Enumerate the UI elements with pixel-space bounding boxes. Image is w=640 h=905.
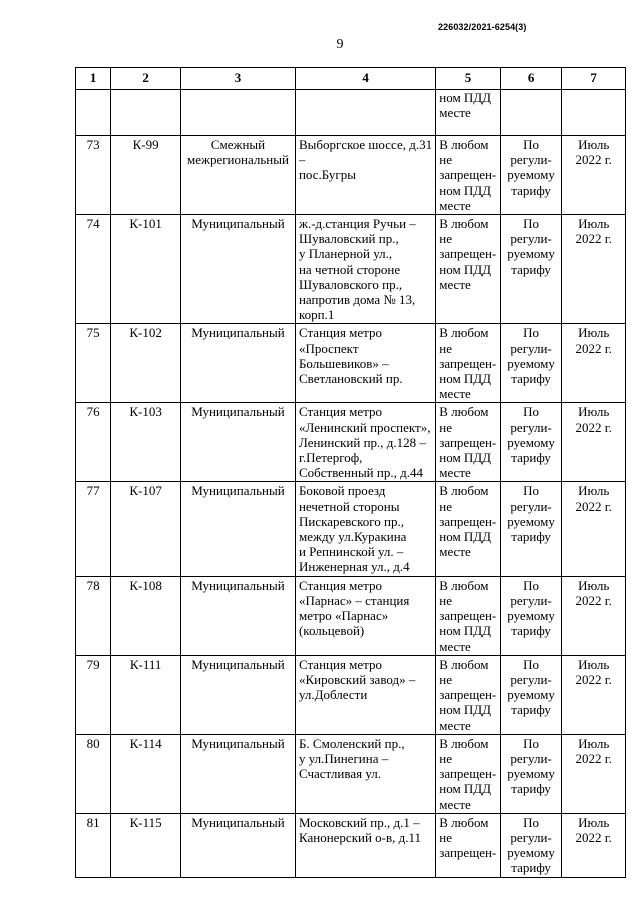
table-row — [76, 324, 626, 403]
tariff-cell: По регули- руемому тарифу — [500, 482, 562, 576]
row-number-cell: 76 — [76, 403, 111, 482]
table-cell — [111, 90, 181, 136]
row-number-cell: 81 — [76, 813, 111, 877]
route-type-cell: Муниципальный — [180, 655, 295, 734]
route-path-cell: Станция метро «Проспект Большевиков» – Светлановский пр. — [295, 324, 435, 403]
stop-rule-cell: В любом не запрещен- ном ПДД месте — [436, 403, 501, 482]
route-path-cell: Станция метро «Ленинский проспект», Ленинский пр., д.128 – г.Петергоф, Собственный пр., д.44 — [295, 403, 435, 482]
table-cell — [180, 90, 295, 136]
page-number: 9 — [336, 37, 344, 52]
stop-rule-cell: В любом не запрещен- — [436, 813, 501, 877]
table-row — [76, 403, 626, 482]
table-row — [76, 734, 626, 813]
table-row — [76, 655, 626, 734]
stop-rule-cell: В любом не запрещен- ном ПДД месте — [436, 655, 501, 734]
tariff-cell: По регули- руемому тарифу — [500, 403, 562, 482]
start-date-cell: Июль 2022 г. — [562, 655, 626, 734]
route-path-cell: Б. Смоленский пр., у ул.Пинегина – Счастливая ул. — [295, 734, 435, 813]
routes-table — [75, 67, 626, 878]
route-path-cell: ж.-д.станция Ручьи – Шуваловский пр., у Планерной ул., на четной стороне Шуваловского пр., напротив дома № 13, корп.1 — [295, 215, 435, 324]
route-type-cell: Муниципальный — [180, 482, 295, 576]
row-number-cell: 79 — [76, 655, 111, 734]
tariff-cell: По регули- руемому тарифу — [500, 576, 562, 655]
table-row — [76, 482, 626, 576]
table-cell — [295, 90, 435, 136]
start-date-cell: Июль 2022 г. — [562, 813, 626, 877]
route-type-cell: Муниципальный — [180, 215, 295, 324]
table-row — [76, 136, 626, 215]
start-date-cell: Июль 2022 г. — [562, 734, 626, 813]
column-header: 6 — [500, 68, 562, 90]
route-type-cell: Муниципальный — [180, 403, 295, 482]
route-code-cell: К-115 — [111, 813, 181, 877]
tariff-cell: По регули- руемому тарифу — [500, 215, 562, 324]
table-cell — [500, 90, 562, 136]
start-date-cell: Июль 2022 г. — [562, 136, 626, 215]
column-header: 3 — [180, 68, 295, 90]
route-type-cell: Смежный межрегиональный — [180, 136, 295, 215]
route-type-cell: Муниципальный — [180, 813, 295, 877]
column-header: 7 — [562, 68, 626, 90]
row-number-cell: 74 — [76, 215, 111, 324]
stop-rule-cell: В любом не запрещен- ном ПДД месте — [436, 136, 501, 215]
route-path-cell: Станция метро «Кировский завод» – ул.Доблести — [295, 655, 435, 734]
table-cell — [76, 90, 111, 136]
table-row — [76, 576, 626, 655]
stop-rule-cell: В любом не запрещен- ном ПДД месте — [436, 734, 501, 813]
start-date-cell: Июль 2022 г. — [562, 215, 626, 324]
route-code-cell: К-108 — [111, 576, 181, 655]
route-path-cell: Московский пр., д.1 – Канонерский о-в, д.11 — [295, 813, 435, 877]
stop-rule-cell: В любом не запрещен- ном ПДД месте — [436, 576, 501, 655]
tariff-cell: По регули- руемому тарифу — [500, 813, 562, 877]
route-code-cell: К-101 — [111, 215, 181, 324]
column-header: 1 — [76, 68, 111, 90]
start-date-cell: Июль 2022 г. — [562, 403, 626, 482]
route-code-cell: К-107 — [111, 482, 181, 576]
stop-rule-cell: В любом не запрещен- ном ПДД месте — [436, 324, 501, 403]
route-path-cell: Станция метро «Парнас» – станция метро «Парнас» (кольцевой) — [295, 576, 435, 655]
route-code-cell: К-99 — [111, 136, 181, 215]
row-number-cell: 78 — [76, 576, 111, 655]
route-type-cell: Муниципальный — [180, 734, 295, 813]
route-type-cell: Муниципальный — [180, 576, 295, 655]
row-number-cell: 75 — [76, 324, 111, 403]
row-number-cell: 80 — [76, 734, 111, 813]
route-path-cell: Выборгское шоссе, д.31 – пос.Бугры — [295, 136, 435, 215]
document-id: 226032/2021-6254(3) — [438, 22, 527, 32]
route-code-cell: К-114 — [111, 734, 181, 813]
stop-rule-cell: В любом не запрещен- ном ПДД месте — [436, 482, 501, 576]
start-date-cell: Июль 2022 г. — [562, 324, 626, 403]
table-cell — [562, 90, 626, 136]
route-code-cell: К-102 — [111, 324, 181, 403]
table-header-row — [76, 68, 626, 90]
route-code-cell: К-103 — [111, 403, 181, 482]
tariff-cell: По регули- руемому тарифу — [500, 655, 562, 734]
table-cell: ном ПДД месте — [436, 90, 501, 136]
row-number-cell: 73 — [76, 136, 111, 215]
start-date-cell: Июль 2022 г. — [562, 576, 626, 655]
start-date-cell: Июль 2022 г. — [562, 482, 626, 576]
table-row — [76, 813, 626, 877]
table-row — [76, 215, 626, 324]
continuation-row — [76, 90, 626, 136]
route-code-cell: К-111 — [111, 655, 181, 734]
tariff-cell: По регули- руемому тарифу — [500, 136, 562, 215]
row-number-cell: 77 — [76, 482, 111, 576]
tariff-cell: По регули- руемому тарифу — [500, 324, 562, 403]
column-header: 4 — [295, 68, 435, 90]
route-type-cell: Муниципальный — [180, 324, 295, 403]
tariff-cell: По регули- руемому тарифу — [500, 734, 562, 813]
column-header: 2 — [111, 68, 181, 90]
route-path-cell: Боковой проезд нечетной стороны Пискаревского пр., между ул.Куракина и Репнинской ул. – Инженерная ул., д.4 — [295, 482, 435, 576]
stop-rule-cell: В любом не запрещен- ном ПДД месте — [436, 215, 501, 324]
column-header: 5 — [436, 68, 501, 90]
